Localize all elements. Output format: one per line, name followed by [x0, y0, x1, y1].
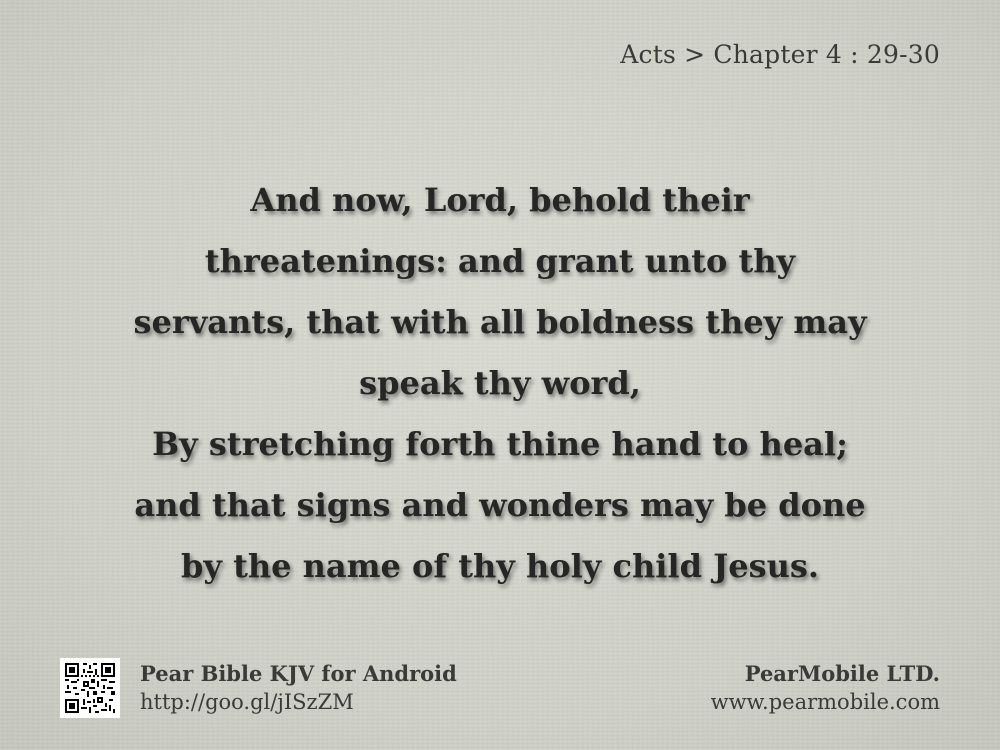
app-info — [140, 660, 457, 716]
publisher-info — [711, 660, 940, 716]
verse-line: threatenings: and grant unto thy — [204, 242, 796, 280]
qr-code-icon[interactable] — [60, 658, 120, 718]
company-name: PearMobile LTD. — [744, 661, 940, 686]
verse-line: servants, that with all boldness they may — [133, 303, 867, 341]
verse-text — [70, 170, 930, 597]
verse-line: By stretching forth thine hand to heal; — [152, 425, 848, 463]
app-promo — [60, 658, 457, 718]
verse-line: and that signs and wonders may be done — [134, 486, 866, 524]
app-name: Pear Bible KJV for Android — [140, 661, 457, 686]
verse-reference: Acts > Chapter 4 : 29-30 — [620, 40, 940, 69]
verse-line: by the name of thy holy child Jesus. — [180, 547, 820, 585]
company-website-link[interactable]: www.pearmobile.com — [710, 690, 940, 714]
app-download-link[interactable]: http://goo.gl/jISzZM — [140, 690, 354, 714]
verse-line: speak thy word, — [359, 364, 641, 402]
verse-line: And now, Lord, behold their — [250, 181, 750, 219]
